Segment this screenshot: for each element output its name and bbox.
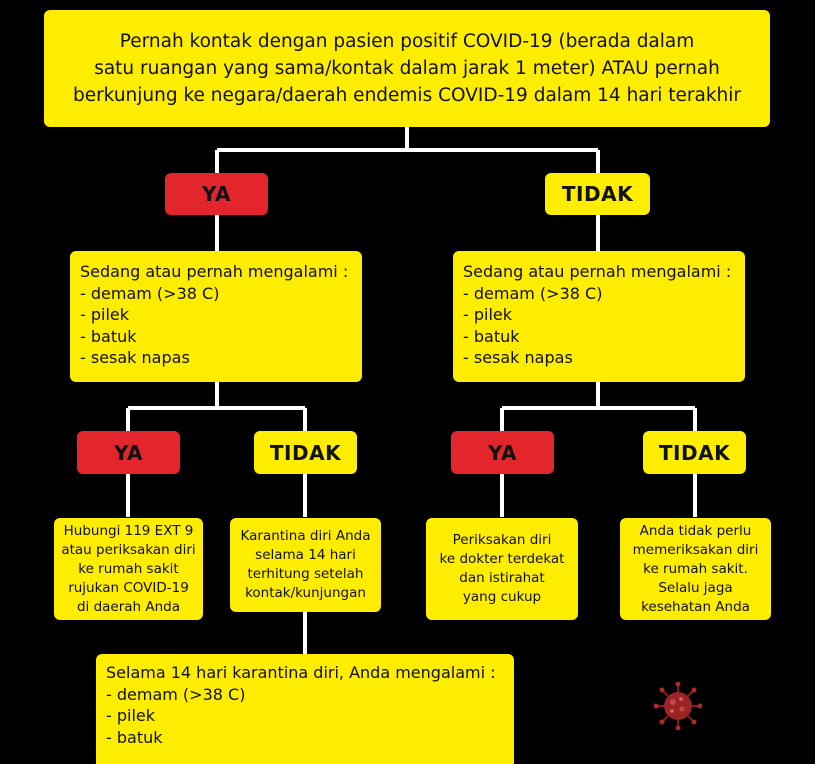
outcome-self-quarantine-line: kontak/kunjungan (245, 585, 366, 601)
answer-no-level1: TIDAK (545, 173, 650, 215)
outcome-see-doctor-line: Periksakan diri (452, 532, 552, 548)
outcome-no-checkup-line: ke rumah sakit. (643, 560, 748, 577)
outcome-self-quarantine (230, 518, 381, 612)
top-question-box (44, 10, 770, 127)
symptoms-left-heading: Sedang atau pernah mengalami : (80, 262, 349, 281)
top-question-line-1: Pernah kontak dengan pasien positif COVID-19 (berada dalam (119, 31, 695, 52)
symptoms-left-item: - sesak napas (80, 348, 190, 367)
symptoms-left-item: - batuk (80, 326, 137, 346)
outcome-self-quarantine-line: Karantina diri Anda (240, 528, 371, 544)
quarantine-followup-item: - pilek (106, 706, 156, 725)
outcome-no-checkup-line: memeriksakan diri (632, 541, 759, 558)
answer-no-right-level2: TIDAK (643, 431, 746, 474)
connector-top (217, 125, 598, 175)
answer-yes-right-level2: YA (451, 431, 554, 474)
connector-left-split (128, 380, 305, 432)
quarantine-followup-box (96, 654, 514, 764)
symptoms-right-item: - pilek (463, 305, 513, 324)
outcome-call-hospital-line: Hubungi 119 EXT 9 (63, 522, 194, 539)
symptoms-right-heading: Sedang atau pernah mengalami : (463, 262, 732, 281)
outcome-call-hospital-line: di daerah Anda (76, 598, 181, 615)
symptoms-right-item: - demam (>38 C) (463, 283, 603, 303)
quarantine-followup-item: - batuk (106, 727, 163, 747)
coronavirus-icon (654, 682, 702, 730)
top-question-line-2: satu ruangan yang sama/kontak dalam jarak 1 meter) ATAU pernah (94, 58, 720, 79)
outcome-no-checkup (620, 518, 771, 620)
outcome-see-doctor-line: ke dokter terdekat (439, 551, 565, 567)
answer-yes-level1: YA (165, 173, 268, 215)
outcome-no-checkup-line: Anda tidak perlu (639, 522, 752, 539)
symptoms-box-left (70, 251, 362, 382)
outcome-see-doctor (426, 518, 578, 620)
outcome-call-hospital-line: atau periksakan diri (61, 541, 196, 558)
outcome-see-doctor-line: yang cukup (462, 589, 542, 605)
top-question-line-3: berkunjung ke negara/daerah endemis COVID-19 dalam 14 hari terakhir (72, 85, 742, 106)
quarantine-followup-heading: Selama 14 hari karantina diri, Anda mengalami : (106, 663, 496, 682)
quarantine-followup-item: - demam (>38 C) (106, 684, 246, 704)
symptoms-right-item: - batuk (463, 326, 520, 346)
symptoms-left-item: - pilek (80, 305, 130, 324)
answer-no-left-level2: TIDAK (254, 431, 357, 474)
symptoms-right-item: - sesak napas (463, 348, 573, 367)
outcome-call-hospital (54, 518, 203, 620)
answer-yes-left-level2: YA (77, 431, 180, 474)
outcome-call-hospital-line: rujukan COVID-19 (68, 579, 189, 596)
outcome-call-hospital-line: ke rumah sakit (78, 560, 179, 577)
outcome-see-doctor-line: dan istirahat (459, 570, 545, 586)
connector-right-split (502, 380, 695, 432)
outcome-self-quarantine-line: selama 14 hari (255, 547, 356, 563)
symptoms-box-right (453, 251, 745, 382)
symptoms-left-item: - demam (>38 C) (80, 283, 220, 303)
outcome-self-quarantine-line: terhitung setelah (247, 566, 364, 582)
outcome-no-checkup-line: kesehatan Anda (641, 598, 750, 615)
outcome-no-checkup-line: Selalu jaga (658, 579, 733, 596)
